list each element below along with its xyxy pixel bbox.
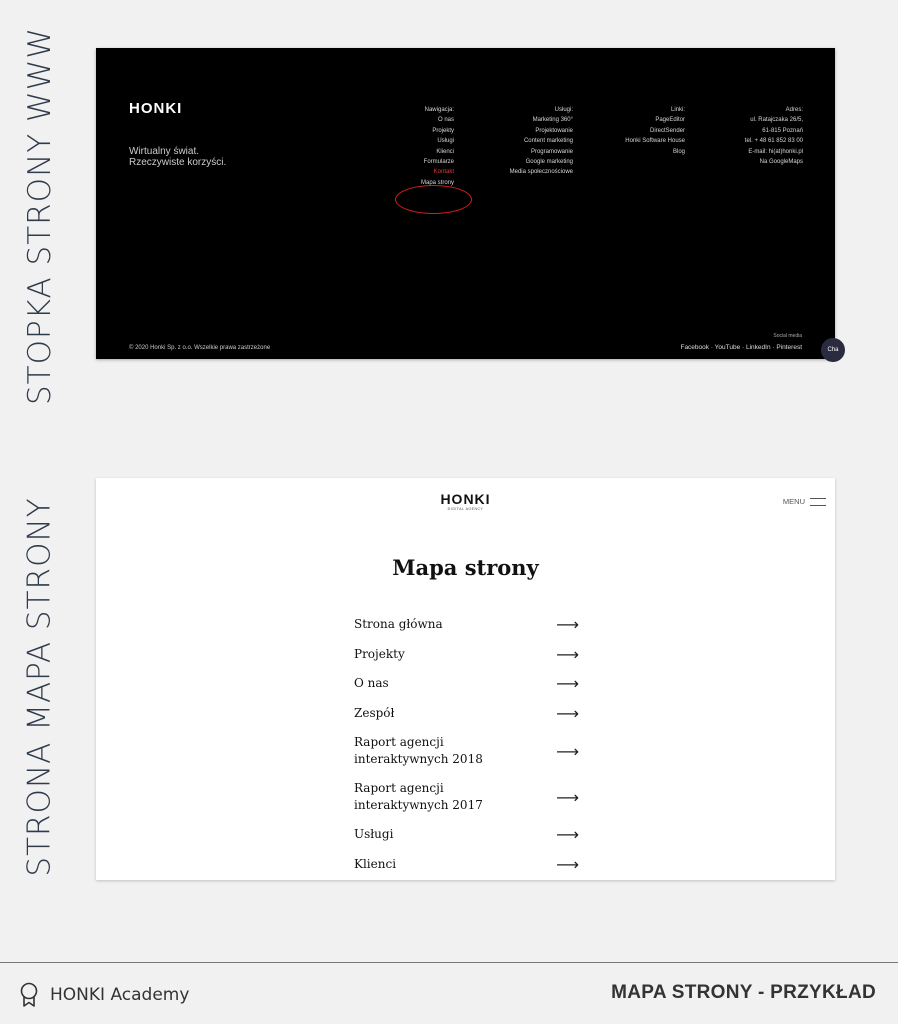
footer-links-column — [591, 105, 685, 157]
arrow-right-icon: ⟶ — [556, 703, 579, 723]
sitemap-screenshot — [96, 478, 835, 880]
sitemap-item-o-nas[interactable] — [354, 669, 579, 699]
section-label-footer — [10, 20, 70, 412]
footer-nav-link-projekty[interactable]: Projekty — [432, 127, 454, 134]
hamburger-icon — [810, 498, 826, 506]
footer-service-link[interactable]: Google marketing — [525, 159, 573, 166]
sitemap-item-klienci[interactable] — [354, 850, 579, 880]
footer-copyright: © 2020 Honki Sp. z o.o. Wszelkie prawa zastrzeżone — [129, 345, 271, 351]
sitemap-item-projekty[interactable] — [354, 640, 579, 670]
section-label-sitemap-text: STRONA MAPA STRONY — [22, 497, 58, 877]
footer-social-links[interactable]: Facebook · YouTube · LinkedIn · Pinterest — [680, 344, 802, 351]
footer-nav-heading: Nawigacja: — [424, 107, 454, 113]
footer-tagline — [129, 146, 226, 168]
menu-label: MENU — [782, 497, 805, 506]
sitemap-item-uslugi[interactable] — [354, 820, 579, 850]
sitemap-item-label-line2: interaktywnych 2018 — [354, 752, 483, 766]
footer-tagline-line2: Rzeczywiste korzyści. — [129, 157, 227, 168]
footer-service-link[interactable]: Marketing 360° — [532, 117, 573, 124]
arrow-right-icon: ⟶ — [556, 615, 579, 635]
sitemap-item-label: Klienci — [354, 856, 397, 871]
section-label-footer-text: STOPKA STRONY WWW — [22, 26, 59, 406]
sitemap-list — [354, 610, 579, 879]
sitemap-item-raport-2017[interactable] — [354, 774, 579, 820]
footer-service-link[interactable]: Programowanie — [530, 148, 573, 155]
footer-address-city: 61-815 Poznań — [762, 127, 803, 134]
sitemap-item-zespol[interactable] — [354, 699, 579, 729]
footer-link[interactable]: Blog — [672, 148, 685, 155]
brand-name: HONKI Academy — [50, 985, 190, 1005]
sitemap-item-raport-2018[interactable] — [354, 728, 579, 774]
footer-address-phone[interactable]: tel. + 48 61 852 83 00 — [744, 138, 803, 145]
footer-nav-link-kontakt[interactable]: Kontakt — [433, 169, 454, 176]
chat-button-label: Cha — [827, 347, 839, 353]
sitemap-logo-subtitle: DIGITAL AGENCY — [447, 507, 484, 511]
footer-service-link[interactable]: Projektowanie — [535, 127, 573, 134]
bottom-divider — [0, 962, 898, 963]
footer-address-street: ul. Ratajczaka 26/5, — [750, 117, 803, 124]
footer-address-column — [706, 105, 803, 167]
footer-nav-link-formularze[interactable]: Formularze — [423, 159, 454, 166]
footer-social-heading: Social media — [773, 333, 802, 339]
footer-logo[interactable]: HONKI — [129, 100, 183, 117]
footer-nav-column — [386, 105, 454, 188]
brand — [18, 982, 189, 1008]
sitemap-item-strona-glowna[interactable] — [354, 610, 579, 640]
menu-button[interactable] — [783, 497, 826, 506]
footer-nav-link-o-nas[interactable]: O nas — [437, 117, 454, 124]
award-icon — [18, 982, 40, 1008]
sitemap-item-label-line2: interaktywnych 2017 — [354, 798, 483, 812]
footer-link[interactable]: PageEditor — [655, 117, 685, 124]
footer-links-heading: Linki: — [670, 107, 685, 113]
section-label-sitemap — [10, 492, 70, 882]
sitemap-logo[interactable]: HONKI — [440, 491, 491, 507]
sitemap-item-label: O nas — [354, 676, 389, 691]
sitemap-item-label: Projekty — [354, 646, 405, 661]
footer-services-heading: Usługi: — [554, 107, 573, 113]
footer-services-column — [481, 105, 573, 178]
arrow-right-icon: ⟶ — [556, 787, 579, 807]
arrow-right-icon: ⟶ — [556, 674, 579, 694]
footer-nav-link-mapa-strony[interactable]: Mapa strony — [420, 179, 454, 186]
footer-service-link[interactable]: Content marketing — [523, 138, 573, 145]
sitemap-item-label: Zespół — [354, 705, 395, 720]
arrow-right-icon: ⟶ — [556, 741, 579, 761]
arrow-right-icon: ⟶ — [556, 825, 579, 845]
sitemap-item-label: Usługi — [354, 827, 394, 842]
footer-link[interactable]: DirectSender — [649, 127, 685, 134]
footer-tagline-line1: Wirtualny świat. — [129, 146, 200, 157]
footer-nav-link-uslugi[interactable]: Usługi — [437, 138, 454, 145]
sitemap-item-label: Raport agencji — [354, 781, 444, 795]
footer-screenshot — [96, 48, 839, 359]
slide-title: MAPA STRONY - PRZYKŁAD — [611, 982, 876, 1003]
arrow-right-icon: ⟶ — [556, 854, 579, 874]
footer-nav-link-klienci[interactable]: Klienci — [436, 148, 454, 155]
footer-address-maps-link[interactable]: Na GoogleMaps — [759, 159, 803, 166]
footer-address-email[interactable]: E-mail: hi(at)honki.pl — [748, 148, 803, 155]
sitemap-item-label: Raport agencji — [354, 735, 444, 749]
footer-service-link[interactable]: Media społecznościowe — [509, 169, 573, 176]
arrow-right-icon: ⟶ — [556, 644, 579, 664]
page-title: Mapa strony — [392, 555, 539, 580]
footer-address-heading: Adres: — [785, 107, 803, 113]
sitemap-item-label: Strona główna — [354, 617, 443, 632]
highlight-circle — [395, 185, 472, 214]
chat-button[interactable] — [821, 338, 845, 362]
footer-link[interactable]: Honki Software House — [625, 138, 685, 145]
